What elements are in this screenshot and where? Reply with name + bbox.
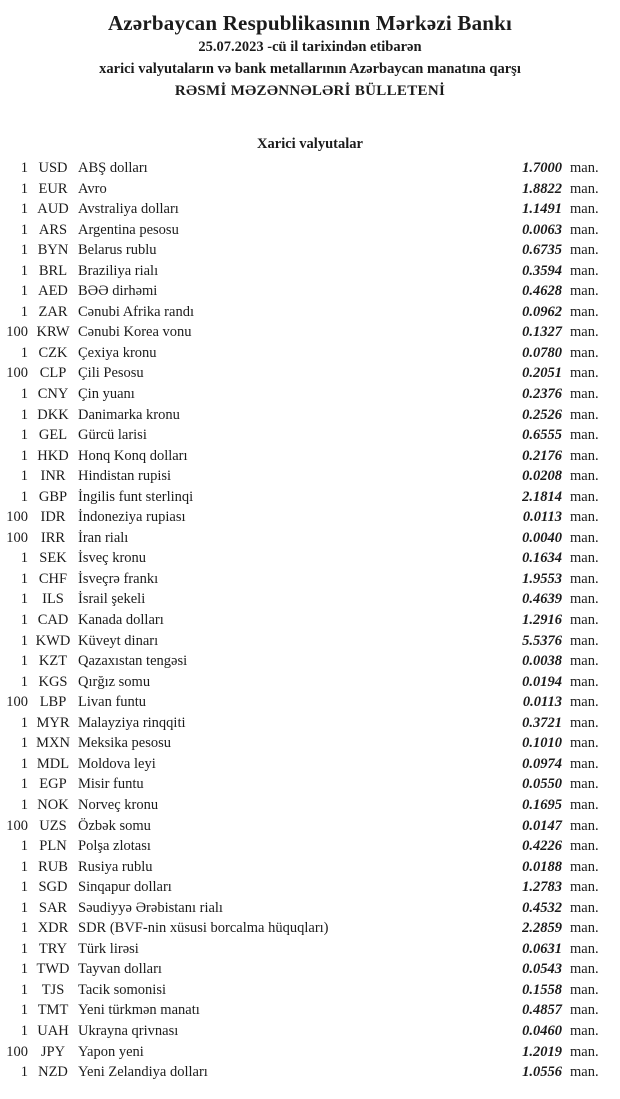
quantity: 1: [20, 776, 28, 793]
effective-date-line: 25.07.2023 -cü il tarixindən etibarən: [198, 39, 422, 55]
rate-value: 0.0962: [522, 303, 562, 320]
quantity: 1: [20, 714, 28, 731]
unit-label: man.: [570, 365, 599, 382]
unit-label: man.: [570, 447, 599, 464]
currency-code: HKD: [37, 447, 69, 464]
unit-label: man.: [570, 242, 599, 259]
quantity: 1: [20, 879, 28, 896]
table-row: [5, 1042, 601, 1063]
quantity: 100: [6, 529, 28, 546]
quantity: 1: [20, 427, 28, 444]
quantity: 1: [20, 550, 28, 567]
currency-name: Ukrayna qrivnası: [78, 1022, 179, 1039]
quantity: 1: [20, 262, 28, 279]
rate-value: 0.2526: [522, 406, 562, 423]
bank-name-title: Azərbaycan Respublikasının Mərkəzi Bankı: [107, 11, 513, 35]
table-row: [5, 384, 601, 405]
unit-label: man.: [570, 612, 599, 629]
quantity: 1: [20, 221, 28, 238]
rate-value: 0.4532: [522, 899, 562, 916]
currency-name: Səudiyyə Ərəbistanı rialı: [78, 899, 223, 916]
currency-name: ABŞ dolları: [78, 160, 148, 176]
rate-value: 0.0550: [522, 776, 562, 793]
unit-label: man.: [570, 1022, 599, 1039]
unit-label: man.: [570, 920, 599, 937]
rate-value: 1.1491: [522, 201, 562, 218]
currency-code: ZAR: [38, 303, 68, 320]
currency-code: SEK: [39, 550, 67, 567]
currency-code: UZS: [39, 817, 67, 834]
table-row: [5, 507, 601, 528]
currency-name: Yeni türkmən manatı: [78, 1002, 200, 1019]
quantity: 100: [6, 1043, 28, 1060]
unit-label: man.: [570, 838, 599, 855]
quantity: 1: [20, 1002, 28, 1019]
rate-value: 1.2916: [522, 612, 562, 629]
rate-value: 2.2859: [522, 920, 562, 937]
unit-label: man.: [570, 1043, 599, 1060]
table-row: [5, 980, 601, 1001]
currency-name: Çin yuanı: [78, 386, 135, 403]
table-row: [5, 405, 601, 426]
table-row: [5, 261, 601, 282]
rate-value: 0.6735: [522, 242, 562, 259]
unit-label: man.: [570, 180, 599, 197]
rate-value: 0.0063: [522, 221, 562, 238]
table-row: [5, 569, 601, 590]
unit-label: man.: [570, 427, 599, 444]
rate-value: 1.8822: [522, 180, 562, 197]
currency-code: XDR: [37, 920, 69, 937]
currency-code: KRW: [36, 324, 70, 341]
currency-name: Qazaxıstan tengəsi: [78, 653, 188, 670]
quantity: 1: [20, 488, 28, 505]
rate-value: 0.3594: [522, 262, 562, 279]
quantity: 1: [20, 242, 28, 259]
currency-code: KZT: [38, 653, 68, 670]
unit-label: man.: [570, 570, 599, 587]
unit-label: man.: [570, 303, 599, 320]
currency-code: TRY: [38, 940, 68, 957]
currency-code: GEL: [38, 427, 68, 444]
rate-value: 1.2019: [522, 1043, 562, 1060]
rate-value: 0.1327: [522, 324, 562, 341]
unit-label: man.: [570, 776, 599, 793]
rate-value: 0.1695: [522, 796, 562, 813]
currency-name: Özbək somu: [78, 817, 151, 834]
table-row: [5, 548, 601, 569]
quantity: 1: [20, 632, 28, 649]
unit-label: man.: [570, 591, 599, 608]
currency-name: Cənubi Korea vonu: [78, 324, 192, 341]
currency-code: SGD: [38, 879, 68, 896]
table-row: [5, 302, 601, 323]
rate-value: 0.1010: [522, 735, 562, 752]
table-row: [5, 733, 601, 754]
currency-code: LBP: [39, 694, 67, 711]
currency-name: İsveçrə frankı: [78, 570, 159, 587]
table-row: [5, 939, 601, 960]
currency-name: Tayvan dolları: [78, 961, 162, 978]
currency-code: TJS: [41, 981, 65, 998]
rates-table: [0, 158, 620, 1083]
currency-name: Moldova leyi: [78, 755, 156, 772]
quantity: 1: [20, 303, 28, 320]
unit-label: man.: [570, 488, 599, 505]
rate-value: 0.0113: [522, 509, 562, 526]
table-row: [5, 795, 601, 816]
currency-name: Çexiya kronu: [78, 344, 157, 361]
unit-label: man.: [570, 817, 599, 834]
currency-name: Danimarka kronu: [78, 406, 180, 423]
quantity: 1: [20, 1022, 28, 1039]
rate-value: 0.1558: [522, 981, 562, 998]
table-row: [5, 692, 601, 713]
currency-name: Hindistan rupisi: [78, 468, 172, 485]
currency-name: Qırğız somu: [78, 673, 151, 690]
currency-code: BRL: [38, 262, 68, 279]
currency-name: Malayziya rinqqiti: [78, 714, 186, 731]
unit-label: man.: [570, 406, 599, 423]
table-row: [5, 363, 601, 384]
currency-name: Misir funtu: [78, 776, 144, 793]
rate-value: 5.5376: [522, 632, 562, 649]
quantity: 100: [6, 509, 28, 526]
rate-value: 1.9553: [522, 570, 562, 587]
rate-value: 0.6555: [522, 427, 562, 444]
currency-name: Norveç kronu: [78, 796, 159, 813]
table-row: [5, 610, 601, 631]
table-row: [5, 466, 601, 487]
table-row: [5, 446, 601, 467]
unit-label: man.: [570, 1002, 599, 1019]
currency-code: GBP: [38, 488, 68, 505]
quantity: 100: [6, 324, 28, 341]
currency-name: Belarus rublu: [78, 242, 157, 259]
quantity: 1: [20, 468, 28, 485]
table-row: [5, 918, 601, 939]
quantity: 1: [20, 796, 28, 813]
table-row: [5, 425, 601, 446]
quantity: 1: [20, 201, 28, 218]
currency-name: Kanada dolları: [78, 612, 164, 629]
rate-value: 0.0113: [522, 694, 562, 711]
currency-name: Cənubi Afrika randı: [78, 303, 194, 320]
currency-code: TMT: [37, 1002, 69, 1019]
currency-name: Yeni Zelandiya dolları: [78, 1064, 208, 1081]
unit-label: man.: [570, 858, 599, 875]
currency-code: INR: [40, 468, 66, 485]
currency-code: UAH: [37, 1022, 69, 1039]
rate-value: 0.0780: [522, 344, 562, 361]
quantity: 1: [20, 386, 28, 403]
rate-value: 0.2051: [522, 365, 562, 382]
currency-code: MXN: [36, 735, 70, 752]
currency-name: SDR (BVF-nin xüsusi borcalma hüquqları): [78, 920, 329, 937]
currency-name: İsveç kronu: [78, 550, 147, 567]
table-row: [5, 713, 601, 734]
currency-code: ARS: [38, 221, 68, 238]
quantity: 1: [20, 920, 28, 937]
currency-code: NZD: [38, 1064, 68, 1081]
quantity: 1: [20, 344, 28, 361]
quantity: 1: [20, 673, 28, 690]
currency-code: PLN: [39, 838, 67, 855]
quantity: 1: [20, 735, 28, 752]
quantity: 1: [20, 755, 28, 772]
table-row: [5, 651, 601, 672]
quantity: 1: [20, 283, 28, 300]
table-row: [5, 774, 601, 795]
unit-label: man.: [570, 632, 599, 649]
currency-code: DKK: [37, 406, 69, 423]
quantity: 100: [6, 817, 28, 834]
currency-name: Yapon yeni: [78, 1043, 144, 1060]
unit-label: man.: [570, 735, 599, 752]
quantity: 100: [6, 365, 28, 382]
currency-code: TWD: [36, 961, 70, 978]
rate-value: 0.3721: [522, 714, 562, 731]
quantity: 1: [20, 612, 28, 629]
table-row: [5, 857, 601, 878]
rate-value: 1.0556: [522, 1064, 562, 1081]
unit-label: man.: [570, 262, 599, 279]
rate-value: 2.1814: [522, 488, 562, 505]
unit-label: man.: [570, 468, 599, 485]
quantity: 1: [20, 838, 28, 855]
table-row: [5, 1062, 601, 1083]
rate-value: 0.0040: [522, 529, 562, 546]
rate-value: 0.2376: [522, 386, 562, 403]
rate-value: 0.0974: [522, 755, 562, 772]
currency-code: MDL: [36, 755, 70, 772]
unit-label: man.: [570, 283, 599, 300]
rate-value: 1.7000: [522, 160, 562, 176]
currency-code: BYN: [37, 242, 69, 259]
unit-label: man.: [570, 694, 599, 711]
table-row: [5, 754, 601, 775]
quantity: 1: [20, 570, 28, 587]
quantity: 1: [20, 899, 28, 916]
currency-name: İngilis funt sterlinqi: [78, 488, 194, 505]
table-row: [5, 322, 601, 343]
rate-value: 0.4628: [522, 283, 562, 300]
unit-label: man.: [570, 899, 599, 916]
table-row: [5, 528, 601, 549]
currency-name: BƏƏ dirhəmi: [78, 283, 158, 300]
currency-name: Rusiya rublu: [78, 858, 153, 875]
rate-value: 0.4857: [522, 1002, 562, 1019]
rate-value: 0.0194: [522, 673, 562, 690]
unit-label: man.: [570, 961, 599, 978]
currency-code: JPY: [40, 1043, 66, 1060]
quantity: 1: [20, 1064, 28, 1081]
currency-code: ILS: [42, 591, 64, 608]
rate-value: 0.0147: [522, 817, 562, 834]
subject-line: xarici valyutaların və bank metallarının Azərbaycan manatına qarşı: [99, 61, 521, 77]
currency-code: EUR: [38, 180, 68, 197]
currency-name: Çili Pesosu: [78, 365, 144, 382]
table-row: [5, 898, 601, 919]
table-row: [5, 672, 601, 693]
currency-code: CHF: [38, 570, 68, 587]
table-row: [5, 1000, 601, 1021]
unit-label: man.: [570, 201, 599, 218]
rate-value: 0.0188: [522, 858, 562, 875]
currency-name: Küveyt dinarı: [78, 632, 159, 649]
currency-code: EGP: [39, 776, 67, 793]
quantity: 1: [20, 961, 28, 978]
quantity: 1: [20, 180, 28, 197]
currency-code: CZK: [38, 344, 68, 361]
unit-label: man.: [570, 755, 599, 772]
quantity: 1: [20, 591, 28, 608]
unit-label: man.: [570, 879, 599, 896]
quantity: 1: [20, 981, 28, 998]
unit-label: man.: [570, 981, 599, 998]
currency-name: Avro: [78, 180, 107, 197]
currency-code: AUD: [37, 201, 69, 218]
rate-value: 0.0038: [522, 653, 562, 670]
table-row: [5, 220, 601, 241]
currency-name: Tacik somonisi: [78, 981, 166, 998]
currency-name: Honq Konq dolları: [78, 447, 188, 464]
currency-code: KGS: [38, 673, 68, 690]
table-row: [5, 179, 601, 200]
currency-name: Türk lirəsi: [78, 940, 139, 957]
currency-code: CAD: [37, 612, 69, 629]
section-title-foreign-currencies: Xarici valyutalar: [257, 136, 363, 152]
table-row: [5, 199, 601, 220]
currency-name: Meksika pesosu: [78, 735, 172, 752]
unit-label: man.: [570, 1064, 599, 1081]
unit-label: man.: [570, 940, 599, 957]
currency-code: RUB: [38, 858, 68, 875]
quantity: 1: [20, 940, 28, 957]
quantity: 1: [20, 406, 28, 423]
currency-code: AED: [38, 283, 68, 300]
rate-value: 0.0460: [522, 1022, 562, 1039]
currency-name: Polşa zlotası: [78, 838, 151, 855]
quantity: 100: [6, 694, 28, 711]
currency-name: İran rialı: [78, 529, 129, 546]
table-row: [5, 1021, 601, 1042]
currency-code: IRR: [40, 529, 66, 546]
unit-label: man.: [570, 324, 599, 341]
unit-label: man.: [570, 673, 599, 690]
unit-label: man.: [570, 529, 599, 546]
table-row: [5, 281, 601, 302]
table-row: [5, 631, 601, 652]
unit-label: man.: [570, 714, 599, 731]
unit-label: man.: [570, 550, 599, 567]
rate-value: 1.2783: [522, 879, 562, 896]
currency-name: İndoneziya rupiası: [78, 509, 186, 526]
rate-value: 0.0631: [522, 940, 562, 957]
unit-label: man.: [570, 509, 599, 526]
quantity: 1: [20, 858, 28, 875]
rate-value: 0.0208: [522, 468, 562, 485]
unit-label: man.: [570, 221, 599, 238]
currency-code: NOK: [37, 796, 69, 813]
document-header: [0, 0, 620, 102]
unit-label: man.: [570, 344, 599, 361]
currency-code: KWD: [35, 632, 71, 649]
rate-value: 0.1634: [522, 550, 562, 567]
currency-name: Sinqapur dolları: [78, 879, 172, 896]
table-row: [5, 343, 601, 364]
table-row: [5, 240, 601, 261]
bulletin-title: RƏSMİ MƏZƏNNƏLƏRİ BÜLLETENİ: [174, 83, 446, 99]
table-row: [5, 487, 601, 508]
currency-code: USD: [38, 160, 68, 176]
quantity: 1: [20, 447, 28, 464]
currency-name: Braziliya rialı: [78, 262, 159, 279]
currency-code: CNY: [37, 386, 69, 403]
unit-label: man.: [570, 653, 599, 670]
table-row: [5, 816, 601, 837]
currency-name: Avstraliya dolları: [78, 201, 179, 218]
currency-code: SAR: [38, 899, 68, 916]
unit-label: man.: [570, 386, 599, 403]
currency-name: Argentina pesosu: [78, 221, 179, 238]
rate-value: 0.0543: [522, 961, 562, 978]
table-row: [5, 877, 601, 898]
rate-value: 0.4639: [522, 591, 562, 608]
table-row: [5, 589, 601, 610]
unit-label: man.: [570, 796, 599, 813]
currency-code: IDR: [40, 509, 66, 526]
table-row: [5, 158, 601, 179]
currency-name: İsrail şekeli: [78, 591, 146, 608]
table-row: [5, 959, 601, 980]
rate-value: 0.2176: [522, 447, 562, 464]
currency-code: CLP: [39, 365, 67, 382]
currency-name: Gürcü larisi: [78, 427, 147, 444]
currency-name: Livan funtu: [78, 694, 147, 711]
quantity: 1: [20, 653, 28, 670]
table-row: [5, 836, 601, 857]
quantity: 1: [20, 160, 28, 176]
currency-code: MYR: [36, 714, 70, 731]
unit-label: man.: [570, 160, 599, 176]
rate-value: 0.4226: [522, 838, 562, 855]
